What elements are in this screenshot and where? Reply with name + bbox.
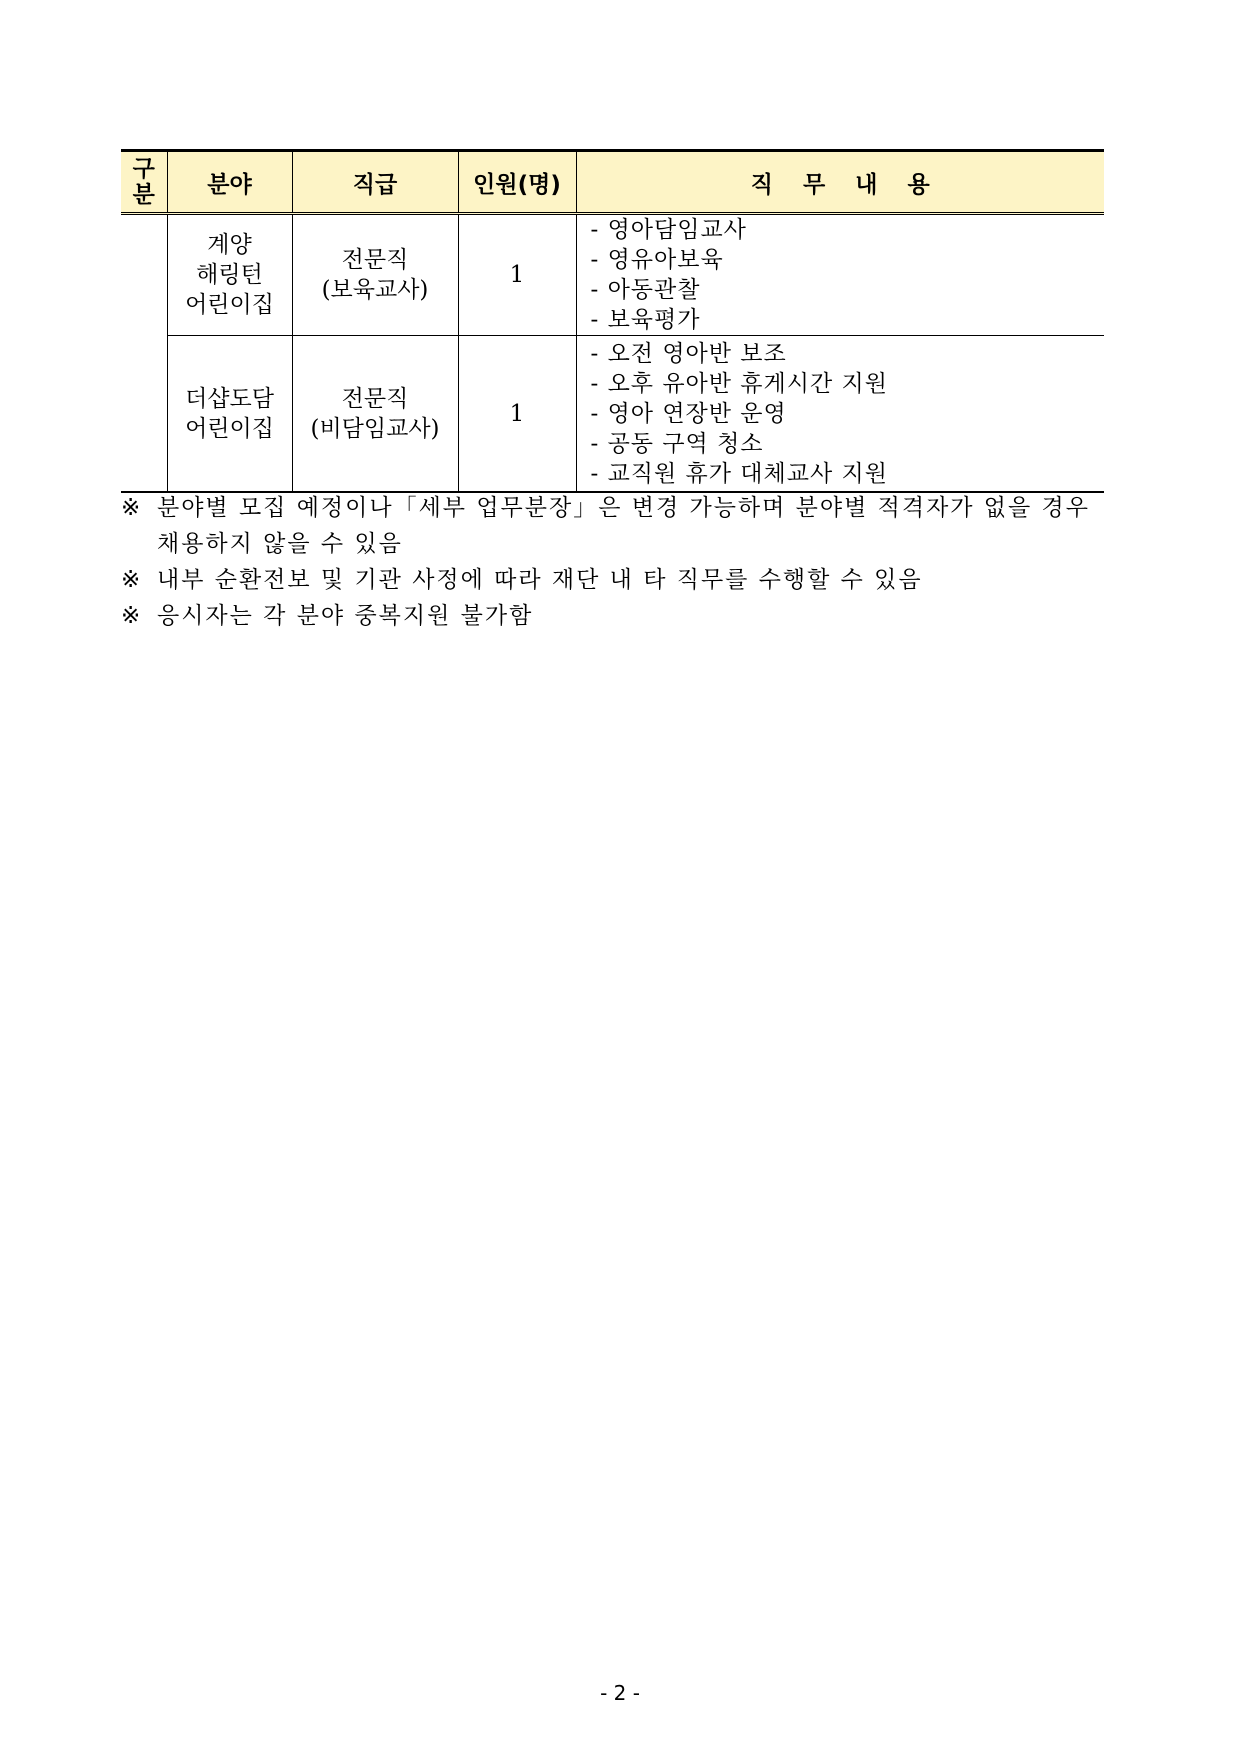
duty-list [591,339,1105,489]
field-cell: 더샵도담 어린이집 [167,336,292,493]
page-number: - 2 - [600,1681,640,1705]
rank-cell: 전문직 (보육교사) [292,214,458,336]
table-row [121,336,1104,493]
duty-item: - 공동 구역 청소 [590,430,764,457]
duty-cell [576,336,1104,493]
note-item [121,490,1121,562]
note-text: 분야별 모집 예정이나「세부 업무분장」은 변경 가능하며 분야별 적격자가 없을 경우 채용하지 않을 수 있음 [157,495,1090,557]
rank-cell: 전문직 (비담임교사) [292,336,458,493]
duty-item: - 보육평가 [590,307,701,333]
gubun-cell [121,214,167,493]
count-cell: 1 [458,214,576,336]
reference-mark-icon: ※ [121,495,143,521]
header-field: 분야 [167,151,292,214]
duty-cell [576,214,1104,336]
count-cell: 1 [458,336,576,493]
duty-item: - 오전 영아반 보조 [590,340,787,367]
job-table [121,149,1104,493]
duty-item: - 영유아보육 [590,247,724,273]
duty-item: - 오후 유아반 휴게시간 지원 [590,370,888,397]
note-text: 내부 순환전보 및 기관 사정에 따라 재단 내 타 직무를 수행할 수 있음 [157,567,923,593]
note-item [121,562,1121,598]
table-header-row [121,151,1104,214]
duty-list [591,215,1105,335]
notes-list [121,490,1121,634]
note-item [121,598,1121,634]
reference-mark-icon: ※ [121,567,143,593]
header-count: 인원(명) [458,151,576,214]
duty-item: - 영아 연장반 운영 [590,400,787,427]
header-duty: 직 무 내 용 [576,151,1104,214]
duty-item: - 교직원 휴가 대체교사 지원 [590,460,888,487]
duty-item: - 아동관찰 [590,277,701,303]
duty-item: - 영아담임교사 [590,217,747,243]
header-gubun: 구 분 [121,151,167,214]
table-row [121,214,1104,336]
reference-mark-icon: ※ [121,603,143,629]
header-rank: 직급 [292,151,458,214]
note-text: 응시자는 각 분야 중복지원 불가함 [157,603,534,629]
field-cell: 계양 해링턴 어린이집 [167,214,292,336]
